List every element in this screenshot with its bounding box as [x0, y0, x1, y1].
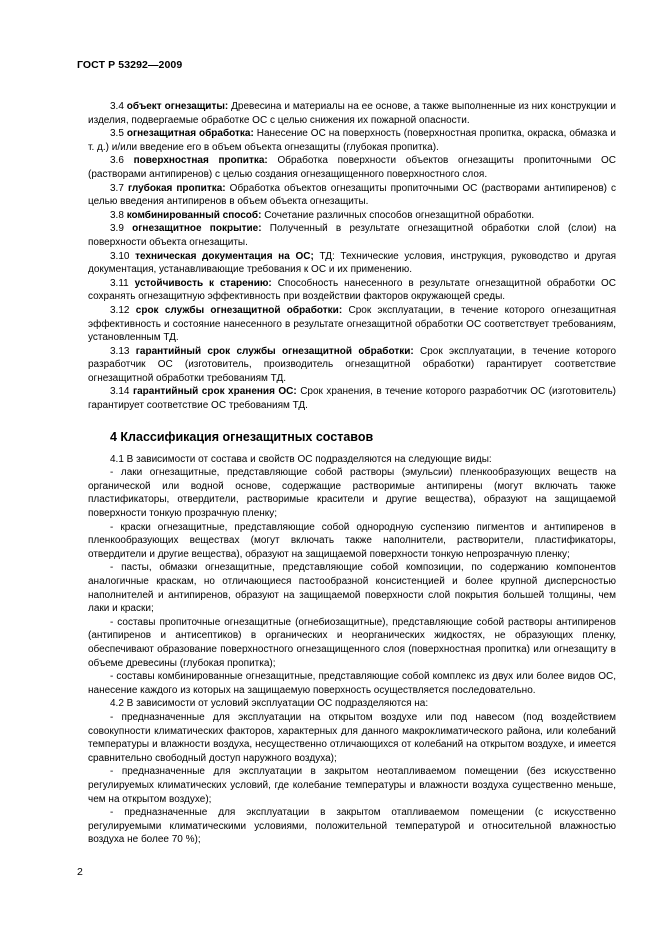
page-number: 2 — [77, 866, 83, 878]
term-3-10: 3.10 техническая документация на ОС; ТД: Технические условия, инструкция, руководство и другая документация, устанавливающие требования к ОС и их применению. — [88, 250, 616, 276]
list-item-pastes: - пасты, обмазки огнезащитные, представляющие собой композиции, по содержанию компонентов аналогичные краскам, но отличающиеся пастообразной консистенцией и более крупной дисперсностью наполнителей и антипиренов, образуют на защищаемой поверхности слой покрытия большей толщины, чем лаки и краски; — [88, 562, 616, 615]
term-3-14: 3.14 гарантийный срок хранения ОС: Срок хранения, в течение которого разработчик ОС (изготовитель) гарантирует соответствие ОС требованиям ТД. — [88, 386, 616, 412]
term-3-8: 3.8 комбинированный способ: Сочетание различных способов огнезащитной обработки. — [110, 209, 535, 221]
term-3-4: 3.4 объект огнезащиты: Древесина и материалы на ее основе, а также выполненные из них конструкции и изделия, подвергаемые обработке ОС с целью снижения их пожарной опасности. — [88, 101, 616, 126]
term-3-6: 3.6 поверхностная пропитка: Обработка поверхности объектов огнезащиты пропиточными ОС (растворами антипиренов) с целью создания огнезащищенного поверхностного слоя. — [88, 155, 616, 180]
term-3-11: 3.11 устойчивость к старению: Способность нанесенного в результате огнезащитной обработки ОС сохранять огнезащитную эффективность при воздействии факторов окружающей среды. — [88, 277, 616, 303]
term-3-9: 3.9 огнезащитное покрытие: Полученный в результате огнезащитной обработки слой (слои) на поверхности объекта огнезащиты. — [88, 223, 617, 248]
term-3-12: 3.12 срок службы огнезащитной обработки: Срок эксплуатации, в течение которого огнезащитная эффективность и состояние нанесенного в результате огнезащитной обработки ОС соответствует требованиям, установленным ТД. — [88, 304, 617, 344]
paragraph-4-1: 4.1 В зависимости от состава и свойств ОС подразделяются на следующие виды: — [110, 453, 492, 465]
list-item-heated: - предназначенные для эксплуатации в закрытом отапливаемом помещении (с искусственно регулируемыми климатическими условиями, положительной температурой и относительной влажностью воздуха не более 70 %); — [88, 807, 616, 846]
list-item-unheated: - предназначенные для эксплуатации в закрытом неотапливаемом помещении (без искусственно регулируемых климатических условий, где колебание температуры и влажности воздуха существенно меньше, чем на открытом воздухе); — [88, 766, 616, 805]
section-4-title: 4 Классификация огнезащитных составов — [110, 429, 374, 444]
term-3-7: 3.7 глубокая пропитка: Обработка объектов огнезащиты пропиточными ОС (растворами антипиренов) с целью введения антипиренов в объем объекта огнезащиты. — [88, 182, 616, 208]
document-body — [88, 100, 616, 847]
page-header: ГОСТ Р 53292—2009 — [77, 59, 183, 71]
term-3-13: 3.13 гарантийный срок службы огнезащитной обработки: Срок эксплуатации, в течение которого разработчик ОС (изготовитель, производитель огнезащитной обработки) гарантирует соответствие огнезащитной обработки требованиям ТД. — [88, 345, 617, 384]
term-3-5: 3.5 огнезащитная обработка: Нанесение ОС на поверхность (поверхностная пропитка, окраска, обмазка и т. д.) и/или введение его в объем объекта огнезащиты (глубокая пропитка). — [88, 128, 617, 153]
list-item-combined: - составы комбинированные огнезащитные, представляющие собой комплекс из двух или более видов ОС, нанесение каждого из которых на защищаемую поверхность осуществляется последовательно. — [88, 671, 616, 696]
paragraph-4-2: 4.2 В зависимости от условий эксплуатации ОС подразделяются на: — [110, 698, 429, 710]
list-item-impregnating: - составы пропиточные огнезащитные (огнебиозащитные), представляющие собой растворы антипиренов (антипиренов и антисептиков) в органических и неорганических жидкостях, не образующих пленку, обеспечивают образование поверхностного огнезащищенного слоя (поверхностная пропитка) или огнезащиту в объеме древесины (глубокая пропитка); — [88, 616, 616, 669]
list-item-paints: - краски огнезащитные, представляющие собой однородную суспензию пигментов и антипиренов в пленкообразующих веществах (могут включать также наполнители, растворители, пластификаторы, отвердители и другие вещества), образуют на защищаемой поверхности тонкую непрозрачную пленку; — [88, 521, 616, 560]
list-item-lacquers: - лаки огнезащитные, представляющие собой растворы (эмульсии) пленкообразующих веществ на органической или водной основе, содержащие растворимые антипирены (могут включать также пластификаторы, отвердители, растворимые красители и другие вещества), образуют на защищаемой поверхности тонкую прозрачную пленку; — [88, 467, 616, 520]
list-item-outdoor: - предназначенные для эксплуатации на открытом воздухе или под навесом (под воздействием совокупности климатических факторов, характерных для данного макроклиматического района, или колебаний температуры и влажности воздуха, несущественно отличающихся от колебаний на открытом воздухе, и имеется сравнительно свободный доступ наружного воздуха); — [88, 711, 616, 764]
